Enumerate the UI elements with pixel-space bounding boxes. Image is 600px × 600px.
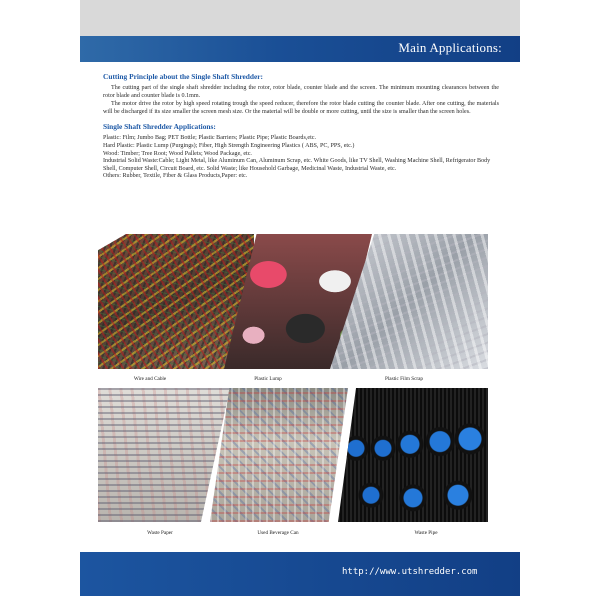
website-url: http://www.utshredder.com bbox=[342, 567, 478, 577]
application-item-hard-plastic: Hard Plastic: Plastic Lump (Purgings); Fiber, High Strength Engineering Plastics ( ABS, PC, PPS, etc.) bbox=[103, 142, 355, 149]
principle-title: Cutting Principle about the Single Shaft Shredder: bbox=[103, 72, 264, 81]
caption-waste-paper: Waste Paper bbox=[147, 530, 173, 536]
footer-band bbox=[80, 552, 520, 596]
principle-paragraph-1: The cutting part of the single shaft shredder including the rotor, rotor blade, counter blade and the screen. The minimum mounting clearances between the rotor blade and counter blade is 0.1mm. bbox=[103, 85, 499, 99]
application-item-others: Others: Rubber, Textile, Fiber & Glass Products,Paper: etc. bbox=[103, 173, 248, 180]
application-item-industrial-waste: Industrial Solid Waste:Cable; Light Metal, like Aluminum Can, Aluminum Scrap, etc. White Goods, like TV Shell, Washing Machine Shell, Refrigerator Body Shell, Computer Shell, Circuit Board, etc. Solid Waste; like Household Garbage, Medicinal Waste, Industrial Waste, etc. bbox=[103, 158, 491, 172]
caption-wire-and-cable: Wire and Cable bbox=[133, 376, 167, 382]
header-band bbox=[80, 36, 520, 62]
principle-paragraph-2: The motor drive the rotor by high speed rotating trough the speed reducer, therefore the rotor blade cutting the counter blade. After one cutting, the materials will be discharged if its size smaller the screen mesh size. Or the material will be double or more cutting, until the size is smaller than the screen holes. bbox=[103, 101, 499, 115]
caption-used-beverage-can: Used Beverage Can bbox=[257, 530, 299, 536]
applications-title: Single Shaft Shredder Applications: bbox=[103, 122, 216, 132]
caption-waste-pipe: Waste Pipe bbox=[414, 530, 438, 536]
top-grey-band bbox=[80, 0, 520, 36]
application-item-wood: Wood: Timber; Tree Root; Wood Pallets; Wood Package, etc. bbox=[103, 150, 252, 157]
caption-plastic-lump: Plastic Lump bbox=[254, 376, 282, 382]
caption-plastic-film-scrap: Plastic Film Scrap bbox=[384, 376, 424, 382]
page-title: Main Applications: bbox=[398, 40, 502, 55]
content-area bbox=[103, 72, 499, 181]
applications-list bbox=[103, 135, 499, 181]
photo-waste-paper bbox=[98, 388, 230, 522]
photo-used-beverage-can bbox=[210, 388, 348, 522]
application-item-plastic: Plastic: Film; Jumbo Bag; PET Bottle; Plastic Barriers; Plastic Pipe; Plastic Boards,etc. bbox=[103, 135, 316, 142]
photo-waste-pipe bbox=[338, 388, 488, 522]
